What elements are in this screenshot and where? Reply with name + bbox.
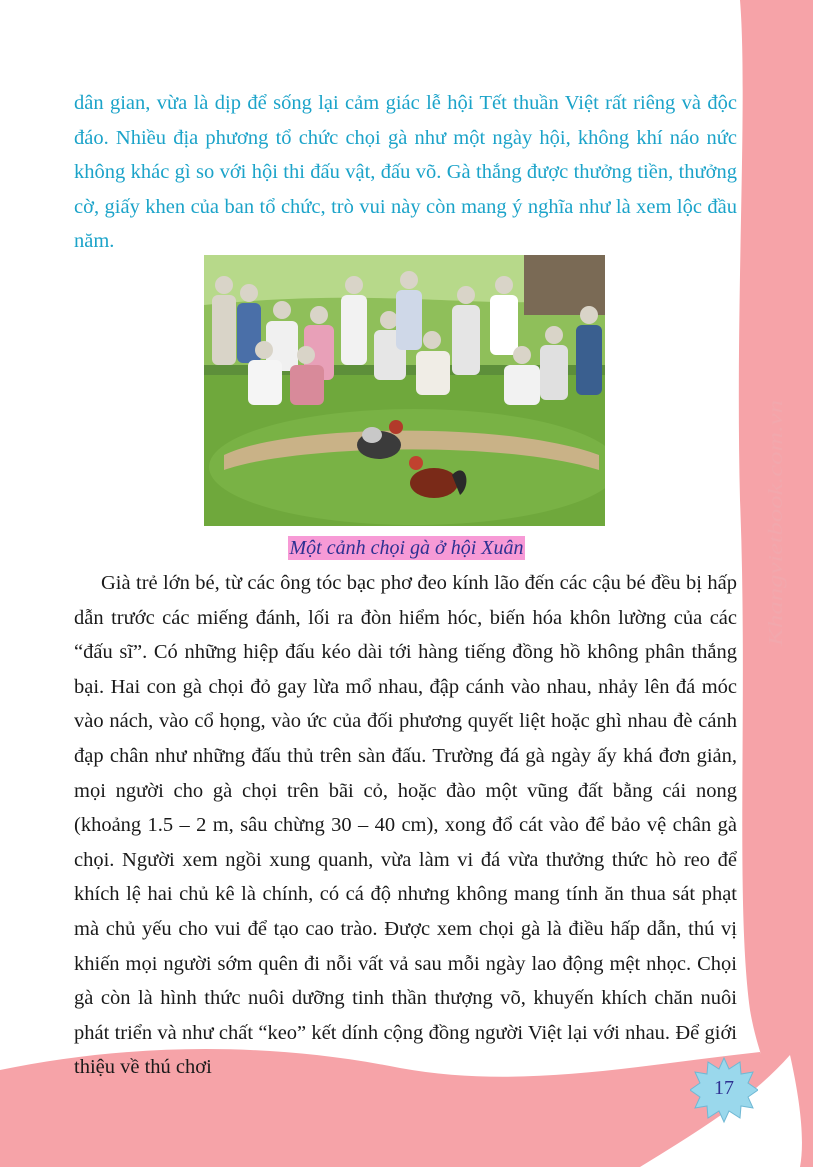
photo-caption-wrapper (0, 536, 813, 560)
watermark-text: Khangvietbook.com.vn (765, 462, 787, 646)
cockfight-photo (204, 255, 605, 526)
photo-caption: Một cảnh chọi gà ở hội Xuân (289, 537, 524, 559)
intro-paragraph (74, 86, 737, 259)
main-paragraph (74, 566, 737, 1085)
page-number: 17 (714, 1077, 734, 1099)
vertical-watermark (763, 398, 789, 648)
intro-paragraph-text: dân gian, vừa là dịp để sống lại cảm giác lễ hội Tết thuần Việt rất riêng và độc đáo. Nhiều địa phương tổ chức chọi gà như một ngày hội, không khí náo nức không khác gì so với hội thi đấu vật, đấu võ. Gà thắng được thưởng tiền, thưởng cờ, giấy khen của ban tổ chức, trò vui này còn mang ý nghĩa như là xem lộc đầu năm. (74, 92, 737, 253)
main-paragraph-text: Già trẻ lớn bé, từ các ông tóc bạc phơ đeo kính lão đến các cậu bé đều bị hấp dẫn trước các miếng đánh, lối ra đòn hiểm hóc, biến hóa khôn lường của các “đấu sĩ”. Có những hiệp đấu kéo dài tới hàng tiếng đồng hồ không phân thắng bại. Hai con gà chọi đỏ gay lừa mổ nhau, đập cánh vào nhau, nhảy lên đá móc vào nách, vào cổ họng, vào ức của đối phương quyết liệt hoặc ghì nhau đè cánh đạp chân như những đấu thủ trên sàn đấu. Trường đá gà ngày ấy khá đơn giản, mọi người cho gà chọi trên bãi cỏ, hoặc đào một vũng đất bằng cái nong (khoảng 1.5 – 2 m, sâu chừng 30 – 40 cm), xong đổ cát vào để bảo vệ chân gà chọi. Người xem ngồi xung quanh, vừa làm vi đá vừa thưởng thức hò reo để khích lệ hai chủ kê là chính, có cá độ nhưng không mang tính ăn thua sát phạt mà chủ yếu cho vui để tạo cao trào. Được xem chọi gà là điều hấp dẫn, thú vị khiến mọi người sớm quên đi nỗi vất vả sau mỗi ngày lao động mệt nhọc. Chọi gà còn là hình thức nuôi dưỡng tinh thần thượng võ, khuyến khích chăn nuôi phát triển và như chất “keo” kết dính cộng đồng người Việt lại với nhau. Để giới thiệu về thú chơi (74, 572, 737, 1079)
